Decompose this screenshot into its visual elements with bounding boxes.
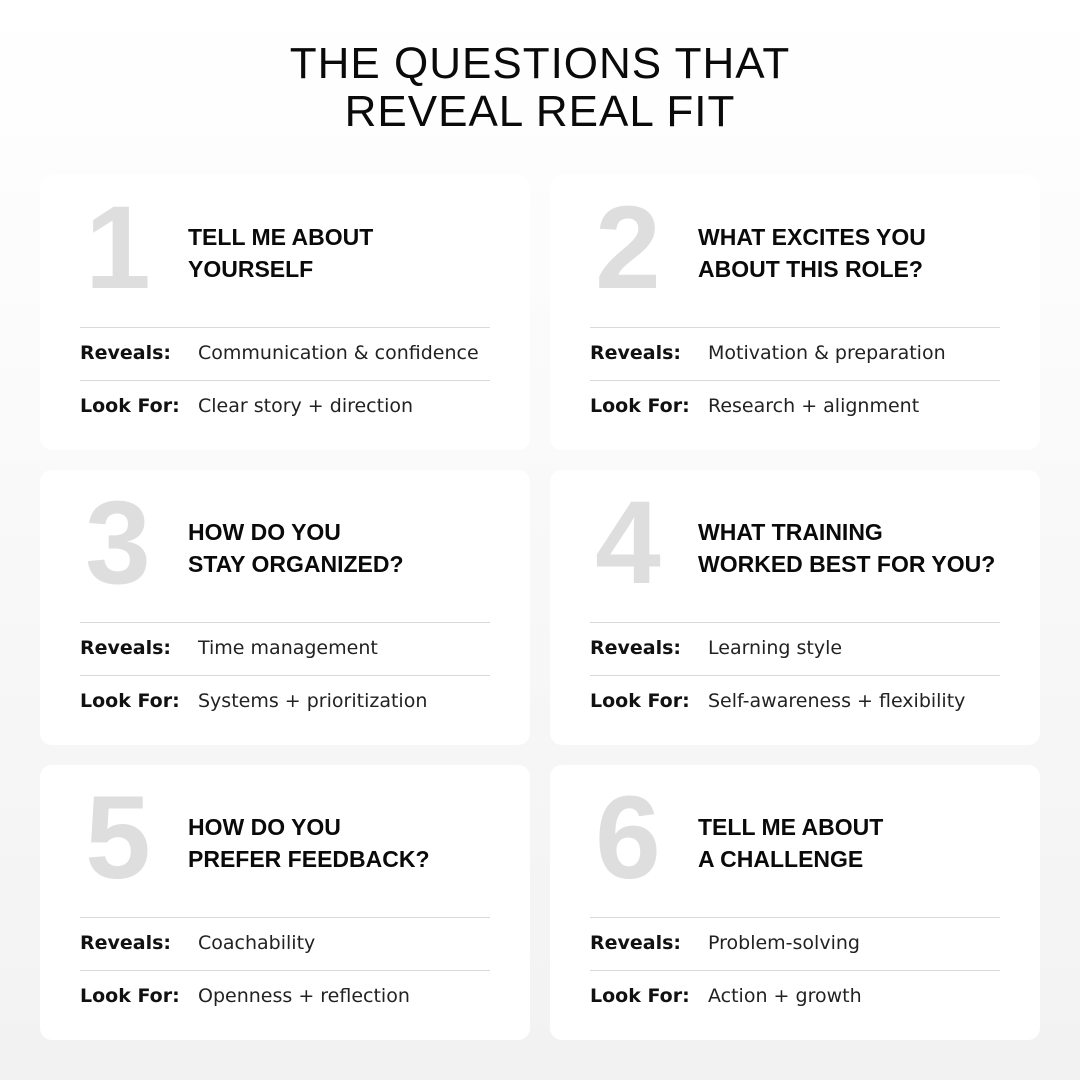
- look-for-label: Look For:: [590, 395, 690, 417]
- look-for-label: Look For:: [590, 690, 690, 712]
- question-card-6: [550, 765, 1040, 1040]
- card-question-line-2: ABOUT THIS ROLE?: [698, 256, 923, 282]
- question-card-1: [40, 175, 530, 450]
- reveals-value: Learning style: [708, 637, 843, 659]
- page-title-line-1: THE QUESTIONS THAT: [289, 39, 791, 88]
- reveals-value: Communication & confidence: [198, 342, 479, 364]
- reveals-label: Reveals:: [590, 342, 682, 364]
- page-title-line-2: REVEAL REAL FIT: [344, 87, 736, 136]
- card-question-line-1: WHAT EXCITES YOU: [698, 224, 926, 250]
- question-card-5: [40, 765, 530, 1040]
- card-question-line-1: HOW DO YOU: [188, 519, 341, 545]
- page-title: [0, 40, 1080, 136]
- reveals-value: Motivation & preparation: [708, 342, 946, 364]
- card-divider: [590, 970, 1000, 971]
- look-for-value: Clear story + direction: [198, 395, 414, 417]
- card-question-line-2: PREFER FEEDBACK?: [188, 846, 430, 872]
- card-number: 3: [85, 477, 151, 609]
- card-question-line-1: HOW DO YOU: [188, 814, 341, 840]
- look-for-value: Research + alignment: [708, 395, 920, 417]
- card-question: [188, 811, 518, 875]
- question-card-3: [40, 470, 530, 745]
- card-question: [698, 516, 1028, 580]
- look-for-value: Action + growth: [708, 985, 862, 1007]
- look-for-value: Systems + prioritization: [198, 690, 428, 712]
- reveals-value: Problem-solving: [708, 932, 860, 954]
- card-divider: [80, 970, 490, 971]
- card-divider: [80, 327, 490, 328]
- card-divider: [80, 622, 490, 623]
- card-number: 1: [85, 182, 151, 314]
- card-question-line-1: WHAT TRAINING: [698, 519, 883, 545]
- card-question-line-1: TELL ME ABOUT: [188, 224, 374, 250]
- card-divider: [590, 675, 1000, 676]
- card-number: 5: [85, 772, 151, 904]
- reveals-value: Coachability: [198, 932, 316, 954]
- card-divider: [590, 917, 1000, 918]
- question-card-2: [550, 175, 1040, 450]
- reveals-label: Reveals:: [590, 932, 682, 954]
- reveals-label: Reveals:: [80, 637, 172, 659]
- look-for-label: Look For:: [80, 985, 180, 1007]
- card-question-line-1: TELL ME ABOUT: [698, 814, 884, 840]
- look-for-label: Look For:: [80, 395, 180, 417]
- card-divider: [80, 917, 490, 918]
- look-for-value: Openness + reflection: [198, 985, 410, 1007]
- card-divider: [590, 622, 1000, 623]
- look-for-label: Look For:: [80, 690, 180, 712]
- card-question-line-2: STAY ORGANIZED?: [188, 551, 404, 577]
- look-for-label: Look For:: [590, 985, 690, 1007]
- reveals-label: Reveals:: [80, 342, 172, 364]
- card-question-line-2: A CHALLENGE: [698, 846, 864, 872]
- card-divider: [590, 380, 1000, 381]
- card-question: [188, 221, 518, 285]
- card-divider: [80, 380, 490, 381]
- card-question: [698, 811, 1028, 875]
- card-question: [698, 221, 1028, 285]
- card-number: 6: [595, 772, 661, 904]
- card-divider: [80, 675, 490, 676]
- card-number: 4: [595, 477, 661, 609]
- card-question-line-2: YOURSELF: [188, 256, 314, 282]
- card-question-line-2: WORKED BEST FOR YOU?: [698, 551, 996, 577]
- look-for-value: Self-awareness + flexibility: [708, 690, 966, 712]
- reveals-label: Reveals:: [590, 637, 682, 659]
- question-grid: [40, 175, 1040, 1040]
- reveals-value: Time management: [198, 637, 378, 659]
- card-question: [188, 516, 518, 580]
- card-number: 2: [595, 182, 661, 314]
- card-divider: [590, 327, 1000, 328]
- question-card-4: [550, 470, 1040, 745]
- reveals-label: Reveals:: [80, 932, 172, 954]
